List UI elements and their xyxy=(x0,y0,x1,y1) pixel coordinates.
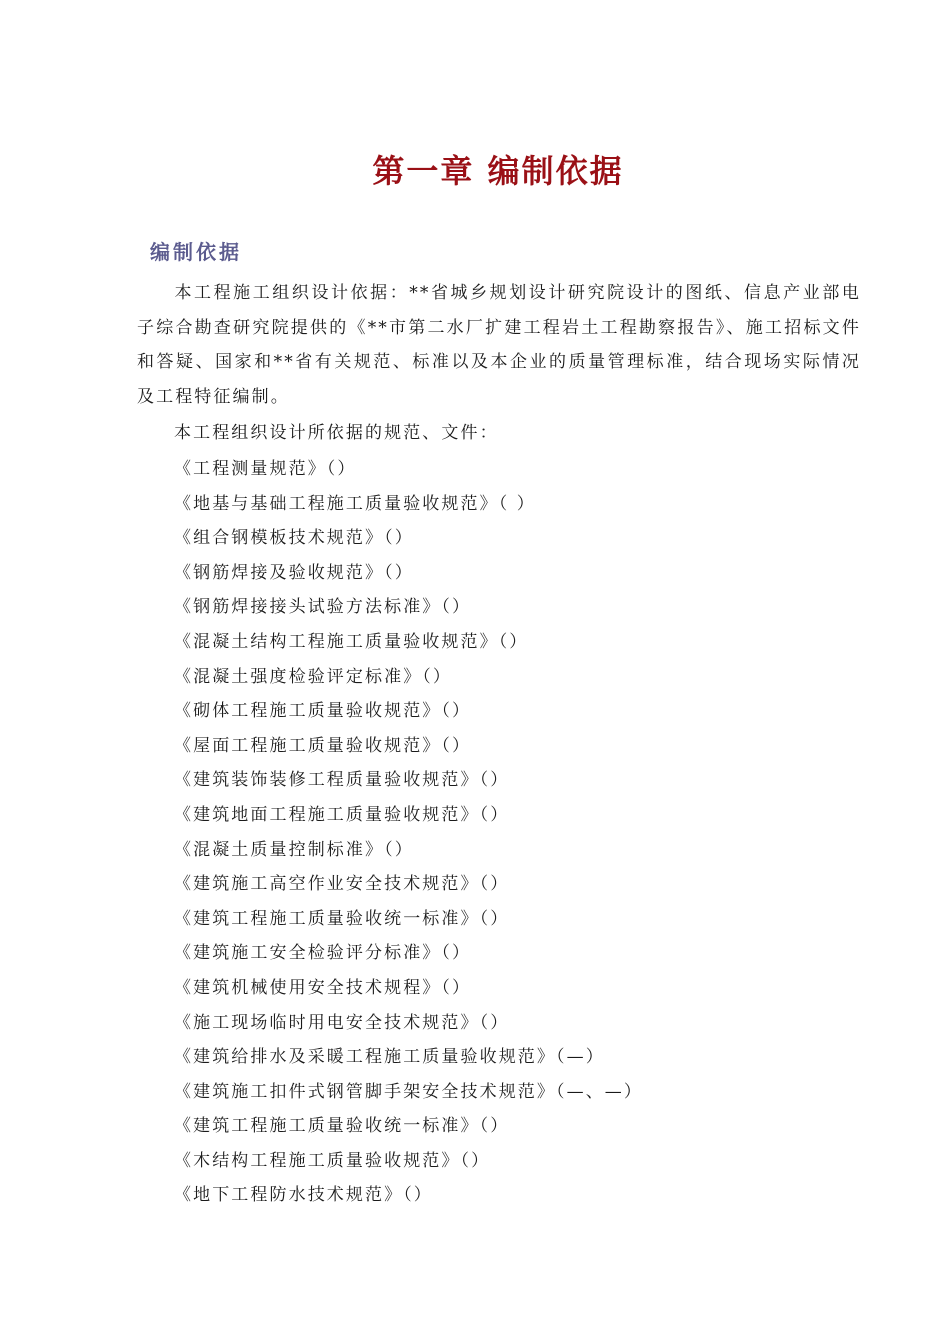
reference-item: 《地下工程防水技术规范》（） xyxy=(174,1185,433,1206)
reference-item: 《钢筋焊接及验收规范》（） xyxy=(174,562,414,583)
reference-item: 《钢筋焊接接头试验方法标准》（） xyxy=(174,597,472,618)
reference-item: 《地基与基础工程施工质量验收规范》（ ） xyxy=(174,493,536,514)
reference-list-intro: 本工程组织设计所依据的规范、文件： xyxy=(174,423,499,443)
basis-paragraph-text: 本工程施工组织设计依据：**省城乡规划设计研究院设计的图纸、信息产业部电子综合勘查研究院提供的《**市第二水厂扩建工程岩土工程勘察报告》、施工招标文件和答疑、国家和**省有关规范、标准以及本企业的质量管理标准，结合现场实际情况及工程特征编制。 xyxy=(137,283,861,407)
reference-item: 《建筑施工扣件式钢管脚手架安全技术规范》（—、—） xyxy=(174,1081,643,1102)
section-title: 编制依据 xyxy=(150,240,242,264)
reference-item: 《混凝土结构工程施工质量验收规范》（） xyxy=(174,631,529,652)
reference-item: 《混凝土质量控制标准》（） xyxy=(174,839,414,860)
reference-item: 《建筑施工安全检验评分标准》（） xyxy=(174,943,472,964)
reference-item: 《屋面工程施工质量验收规范》（） xyxy=(174,735,472,756)
reference-item: 《工程测量规范》（） xyxy=(174,459,357,479)
basis-paragraph xyxy=(137,276,861,414)
reference-item: 《建筑地面工程施工质量验收规范》（） xyxy=(174,804,510,825)
reference-item: 《砌体工程施工质量验收规范》（） xyxy=(174,701,472,722)
chapter-title: 第一章 编制依据 xyxy=(372,152,624,190)
reference-item: 《建筑工程施工质量验收统一标准》（） xyxy=(174,908,510,929)
reference-item: 《建筑施工高空作业安全技术规范》（） xyxy=(174,874,510,895)
reference-item: 《混凝土强度检验评定标准》（） xyxy=(174,666,452,687)
reference-item: 《建筑工程施工质量验收统一标准》（） xyxy=(174,1116,510,1137)
reference-item: 《施工现场临时用电安全技术规范》（） xyxy=(174,1012,510,1033)
reference-item: 《木结构工程施工质量验收规范》（） xyxy=(174,1150,491,1171)
reference-item: 《建筑机械使用安全技术规程》（） xyxy=(174,977,472,998)
reference-item: 《建筑给排水及采暖工程施工质量验收规范》（—） xyxy=(174,1047,605,1068)
reference-item: 《建筑装饰装修工程质量验收规范》（） xyxy=(174,770,510,791)
reference-item: 《组合钢模板技术规范》（） xyxy=(174,528,414,549)
reference-list xyxy=(174,452,643,1213)
